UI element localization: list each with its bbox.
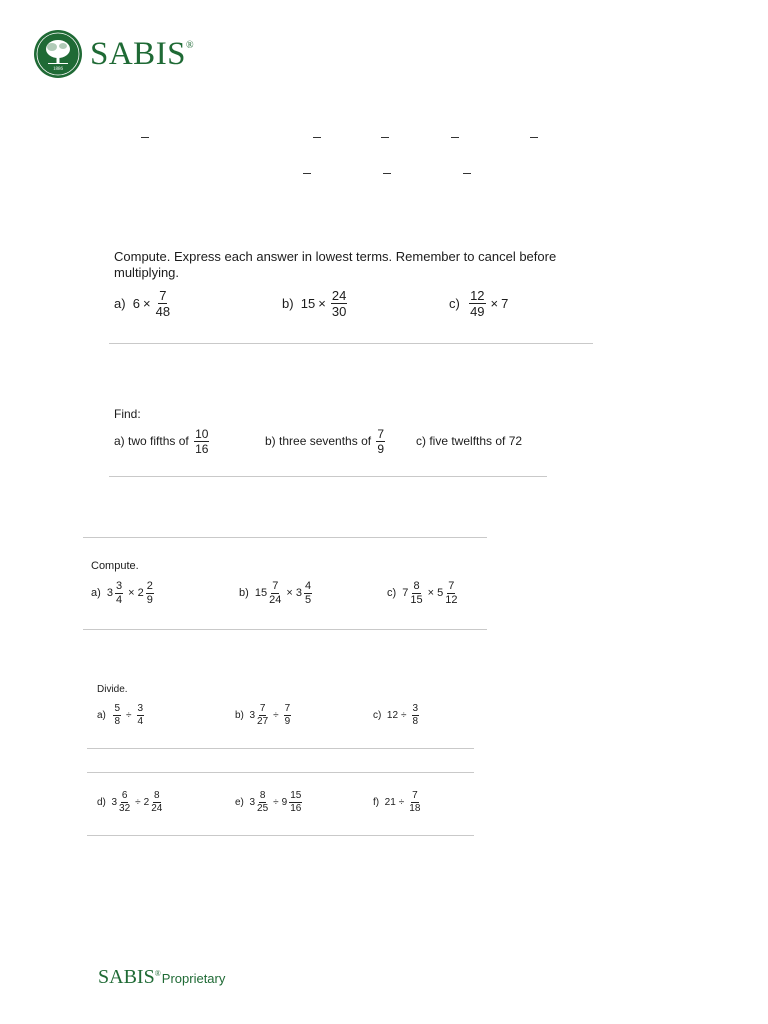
tree-logo-icon — [34, 30, 82, 78]
problem-4e: e) 3 $\frac{8}{25}$ ÷ 9 $\frac{15}{16}$ — [235, 789, 302, 814]
problem-4a: a) $\frac{5}{8}$ ÷ $\frac{3}{4}$ — [97, 702, 144, 727]
dash-mark — [381, 137, 389, 138]
problem-4f: f) 21 ÷ $\frac{7}{18}$ — [373, 789, 421, 814]
header-logo — [34, 30, 194, 78]
fraction: $\frac{2}{9}$ — [146, 579, 153, 606]
fraction: $\frac{7}{9}$ — [284, 702, 291, 727]
brand-name: SABIS® — [90, 35, 195, 72]
problem-1b: b) 15 × $\frac{24}{30}$ — [282, 287, 347, 319]
fraction: $\frac{24}{30}$ — [331, 287, 347, 319]
divider — [109, 476, 547, 477]
problem-3a: a) 3 $\frac{3}{4}$ × 2 $\frac{2}{9}$ — [91, 579, 153, 606]
problem-2b: b) three sevenths of $\frac{7}{9}$ — [265, 426, 385, 456]
fraction: $\frac{7}{9}$ — [377, 426, 385, 456]
fraction: $\frac{10}{16}$ — [195, 426, 209, 456]
fraction: $\frac{3}{4}$ — [137, 702, 144, 727]
fraction: $\frac{7}{48}$ — [155, 287, 171, 319]
divider — [87, 772, 474, 773]
dash-mark — [463, 173, 471, 174]
dash-mark — [303, 173, 311, 174]
divider — [87, 748, 474, 749]
fraction: $\frac{8}{15}$ — [410, 579, 423, 606]
dash-mark — [530, 137, 538, 138]
section3-instruction: Compute. — [91, 560, 139, 572]
logo-year: 1886 — [53, 67, 63, 72]
fraction: $\frac{3}{4}$ — [116, 579, 123, 606]
dash-mark — [383, 173, 391, 174]
problem-2a: a) two fifths of $\frac{10}{16}$ — [114, 426, 209, 456]
fraction: $\frac{5}{8}$ — [114, 702, 121, 727]
problem-4d: d) 3 $\frac{6}{32}$ ÷ 2 $\frac{8}{24}$ — [97, 789, 163, 814]
problem-4b: b) 3 $\frac{7}{27}$ ÷ $\frac{7}{9}$ — [235, 702, 291, 727]
fraction: $\frac{4}{5}$ — [304, 579, 312, 606]
fraction: $\frac{8}{25}$ — [257, 789, 269, 814]
divider — [109, 343, 593, 344]
dash-mark — [141, 137, 149, 138]
dash-mark — [313, 137, 321, 138]
problem-2c: c) five twelfths of 72 — [416, 434, 523, 448]
problem-3c: c) 7 $\frac{8}{15}$ × 5 $\frac{7}{12}$ — [387, 579, 458, 606]
fraction: $\frac{15}{16}$ — [290, 789, 302, 814]
fraction: $\frac{12}{49}$ — [470, 287, 485, 319]
problem-4c: c) 12 ÷ $\frac{3}{8}$ — [373, 702, 419, 727]
problem-1c: c) $\frac{12}{49}$ × 7 — [449, 287, 509, 319]
divider — [83, 629, 487, 630]
fraction: $\frac{7}{12}$ — [445, 579, 458, 606]
divider — [87, 835, 474, 836]
problem-1a: a) 6 × $\frac{7}{48}$ — [114, 287, 171, 319]
fraction: $\frac{6}{32}$ — [119, 789, 131, 814]
fraction: $\frac{3}{8}$ — [412, 702, 419, 727]
section1-instruction: Compute. Express each answer in lowest terms. Remember to cancel before multiplying. — [114, 249, 557, 280]
fraction: $\frac{7}{18}$ — [409, 789, 421, 814]
fraction: $\frac{7}{27}$ — [257, 702, 269, 727]
section2-instruction: Find: — [114, 407, 141, 421]
fraction: $\frac{8}{24}$ — [151, 789, 163, 814]
section4-instruction: Divide. — [97, 684, 128, 695]
footer-brand: SABIS®Proprietary — [98, 966, 226, 988]
problem-3b: b) 15 $\frac{7}{24}$ × 3 $\frac{4}{5}$ — [239, 579, 312, 606]
dash-mark — [451, 137, 459, 138]
fraction: $\frac{7}{24}$ — [269, 579, 282, 606]
divider — [83, 537, 487, 538]
